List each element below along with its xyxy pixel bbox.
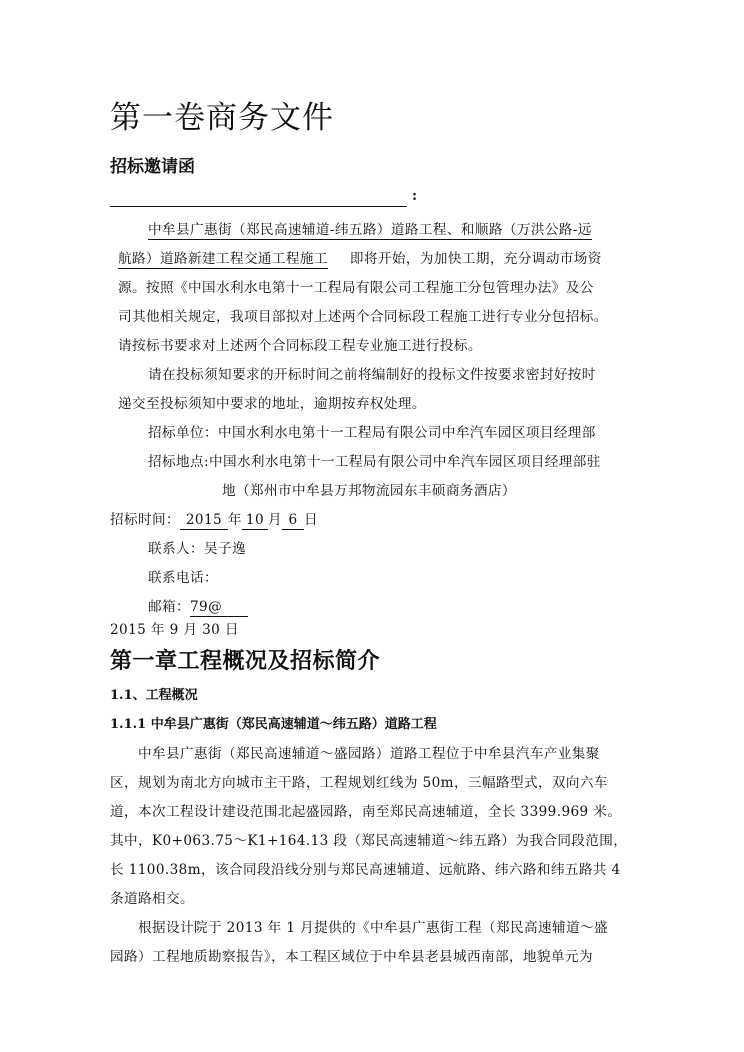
section-1-1-1-heading: 1.1.1 中牟县广惠街（郑民高速辅道～纬五路）道路工程	[110, 717, 437, 732]
contact-person: 联系人：吴子逸	[148, 541, 246, 557]
section-1-1-heading: 1.1、工程概况	[110, 688, 198, 703]
volume-title: 第一卷商务文件	[110, 100, 334, 136]
letter-date: 2015 年 9 月 30 日	[110, 622, 239, 638]
invite-p1-line3: 源。按照《中国水利水电第十一工程局有限公司工程施工分包管理办法》及公	[118, 280, 594, 296]
invite-p2-line2: 递交至投标须知中要求的地址，逾期按弃权处理。	[118, 396, 426, 412]
invite-p1-line4: 司其他相关规定，我项目部拟对上述两个合同标段工程施工进行专业分包招标。	[118, 309, 608, 325]
overview-p1-line5: 长 1100.38m，该合同段沿线分别与郑民高速辅道、远航路、纬六路和纬五路共 4	[110, 862, 621, 878]
chapter-heading: 第一章工程概况及招标简介	[110, 648, 381, 674]
bid-unit: 招标单位：中国水利水电第十一工程局有限公司中牟汽车园区项目经理部	[148, 425, 596, 441]
overview-p1-line4: 其中，K0+063.75～K1+164.13 段（郑民高速辅道～纬五路）为我合同段范围，	[110, 833, 628, 849]
overview-p1-line1: 中牟县广惠街（郑民高速辅道～盛园路）道路工程位于中牟县汽车产业集聚	[138, 746, 600, 762]
overview-p2-line2: 园路）工程地质勘察报告》，本工程区域位于中牟县老县城西南部，地貌单元为	[110, 949, 593, 965]
invite-p1-line1: 中牟县广惠街（郑民高速辅道-纬五路）道路工程、和顺路（万洪公路-远	[148, 222, 592, 238]
overview-p1-line3: 道，本次工程设计建设范围北起盛园路，南至郑民高速辅道，全长 3399.969 米。	[110, 804, 622, 820]
overview-p1-line6: 条道路相交。	[110, 891, 194, 907]
invite-p1-line2: 航路）道路新建工程交通工程施工 即将开始，为加快工期，充分调动市场资	[118, 251, 602, 267]
contact-phone: 联系电话：	[148, 570, 218, 586]
addressee-blank-line	[110, 206, 407, 207]
invite-p1-line5: 请按标书要求对上述两个合同标段工程专业施工进行投标。	[118, 338, 482, 354]
bid-place-line2: 地（郑州市中牟县万邦物流园东丰硕商务酒店）	[222, 483, 516, 499]
bid-time: 招标时间： 2015 年 10 月 6 日	[110, 512, 318, 528]
invitation-heading: 招标邀请函	[110, 157, 195, 177]
overview-p1-line2: 区，规划为南北方向城市主干路，工程规划红线为 50m，三幅路型式，双向六车	[110, 775, 608, 791]
bid-place-line1: 招标地点:中国水利水电第十一工程局有限公司中牟汽车园区项目经理部驻	[148, 454, 601, 470]
invite-p2-line1: 请在投标须知要求的开标时间之前将编制好的投标文件按要求密封好按时	[148, 367, 596, 383]
contact-email: 邮箱：79@	[148, 595, 248, 617]
addressee-colon: :	[412, 188, 418, 204]
overview-p2-line1: 根据设计院于 2013 年 1 月提供的《中牟县广惠街工程（郑民高速辅道～盛	[138, 920, 608, 936]
